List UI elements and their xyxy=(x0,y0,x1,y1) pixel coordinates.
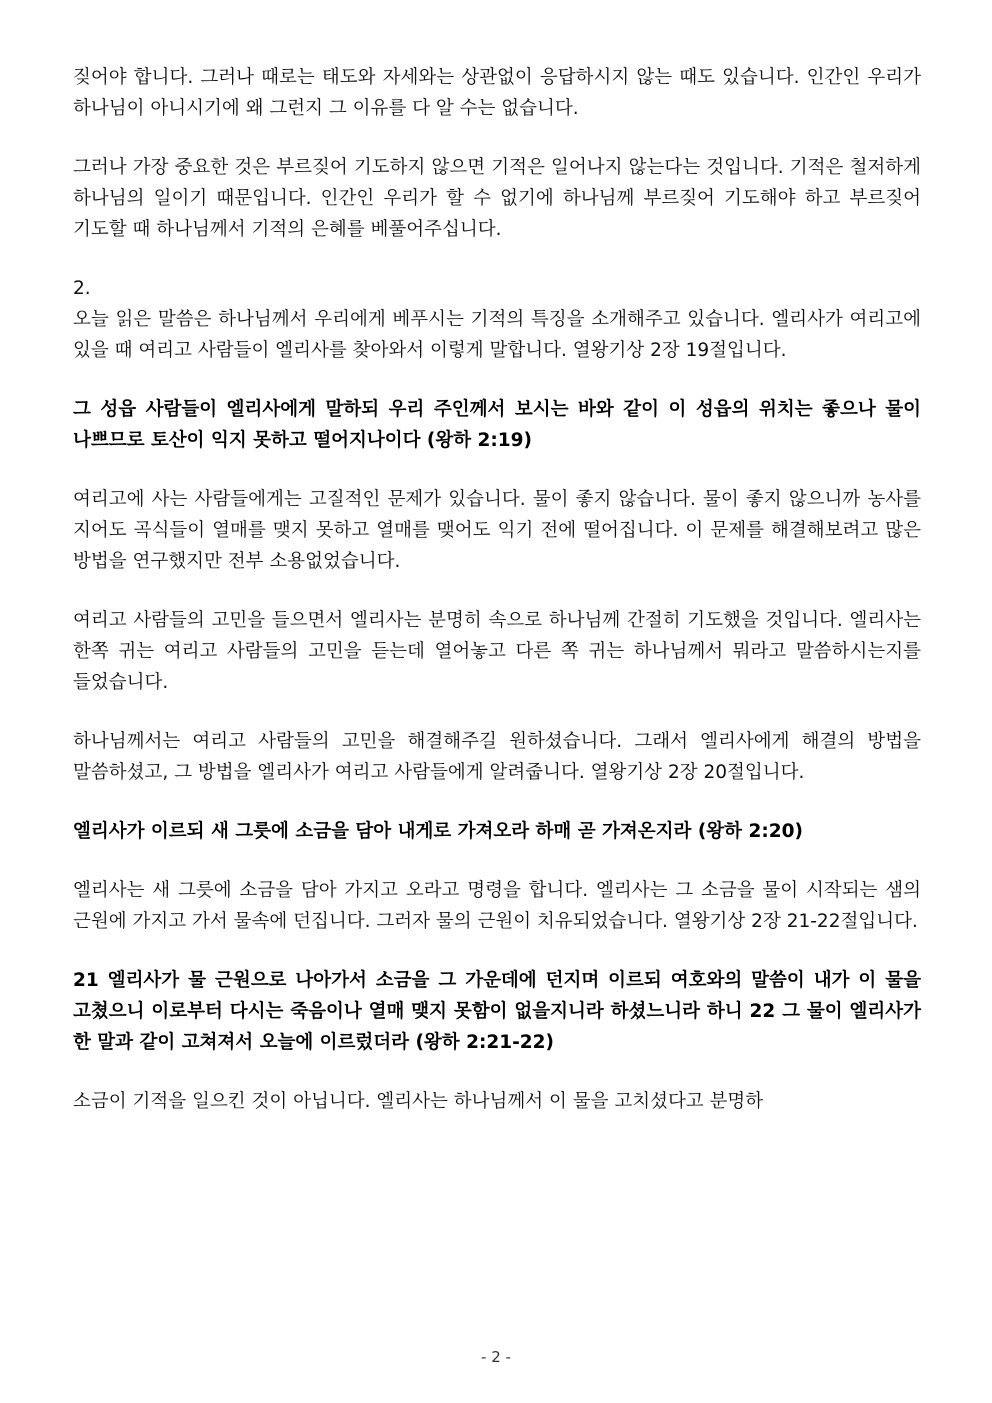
scripture-quote: 그 성읍 사람들이 엘리사에게 말하되 우리 주인께서 보시는 바와 같이 이 성읍의 위치는 좋으나 물이 나쁘므로 토산이 익지 못하고 떨어지나이다 (왕하 2:19) xyxy=(73,399,921,451)
page-number: - 2 - xyxy=(481,1348,511,1366)
paragraph: 하나님께서는 여리고 사람들의 고민을 해결해주길 원하셨습니다. 그래서 엘리사에게 해결의 방법을 말씀하셨고, 그 방법을 엘리사가 여리고 사람들에게 알려줍니다. 열왕기상 2장 20절입니다. xyxy=(73,731,921,783)
section-number: 2. xyxy=(73,278,91,299)
scripture-quote: 엘리사가 이르되 새 그릇에 소금을 담아 내게로 가져오라 하매 곧 가져온지라 (왕하 2:20) xyxy=(73,821,803,842)
paragraph: 짖어야 합니다. 그러나 때로는 태도와 자세와는 상관없이 응답하시지 않는 때도 있습니다. 인간인 우리가 하나님이 아니시기에 왜 그런지 그 이유를 다 알 수는 없습니다. xyxy=(73,67,921,119)
paragraph: 여리고에 사는 사람들에게는 고질적인 문제가 있습니다. 물이 좋지 않습니다. 물이 좋지 않으니까 농사를 지어도 곡식들이 열매를 맺지 못하고 열매를 맺어도 익기 전에 떨어집니다. 이 문제를 해결해보려고 많은 방법을 연구했지만 전부 소용없었습니다. xyxy=(73,489,921,572)
paragraph: 그러나 가장 중요한 것은 부르짖어 기도하지 않으면 기적은 일어나지 않는다는 것입니다. 기적은 철저하게 하나님의 일이기 때문입니다. 인간인 우리가 할 수 없기에 하나님께 부르짖어 기도해야 하고 부르짖어 기도할 때 하나님께서 기적의 은혜를 베풀어주십니다. xyxy=(73,157,921,240)
scripture-quote: 21 엘리사가 물 근원으로 나아가서 소금을 그 가운데에 던지며 이르되 여호와의 말씀이 내가 이 물을 고쳤으니 이로부터 다시는 죽음이나 열매 맺지 못함이 없을지니라 하셨느니라 하니 22 그 물이 엘리사가 한 말과 같이 고쳐져서 오늘에 이르렀더라 (왕하 2:21-22) xyxy=(73,970,921,1053)
document-page xyxy=(73,62,921,1145)
paragraph: 여리고 사람들의 고민을 들으면서 엘리사는 분명히 속으로 하나님께 간절히 기도했을 것입니다. 엘리사는 한쪽 귀는 여리고 사람들의 고민을 듣는데 열어놓고 다른 쪽 귀는 하나님께서 뭐라고 말씀하시는지를 들었습니다. xyxy=(73,610,921,693)
paragraph: 소금이 기적을 일으킨 것이 아닙니다. 엘리사는 하나님께서 이 물을 고치셨다고 분명하 xyxy=(73,1091,764,1112)
paragraph: 오늘 읽은 말씀은 하나님께서 우리에게 베푸시는 기적의 특징을 소개해주고 있습니다. 엘리사가 여리고에 있을 때 여리고 사람들이 엘리사를 찾아와서 이렇게 말합니다. 열왕기상 2장 19절입니다. xyxy=(73,309,921,361)
paragraph: 엘리사는 새 그릇에 소금을 담아 가지고 오라고 명령을 합니다. 엘리사는 그 소금을 물이 시작되는 샘의 근원에 가지고 가서 물속에 던집니다. 그러자 물의 근원이 치유되었습니다. 열왕기상 2장 21-22절입니다. xyxy=(73,880,921,932)
